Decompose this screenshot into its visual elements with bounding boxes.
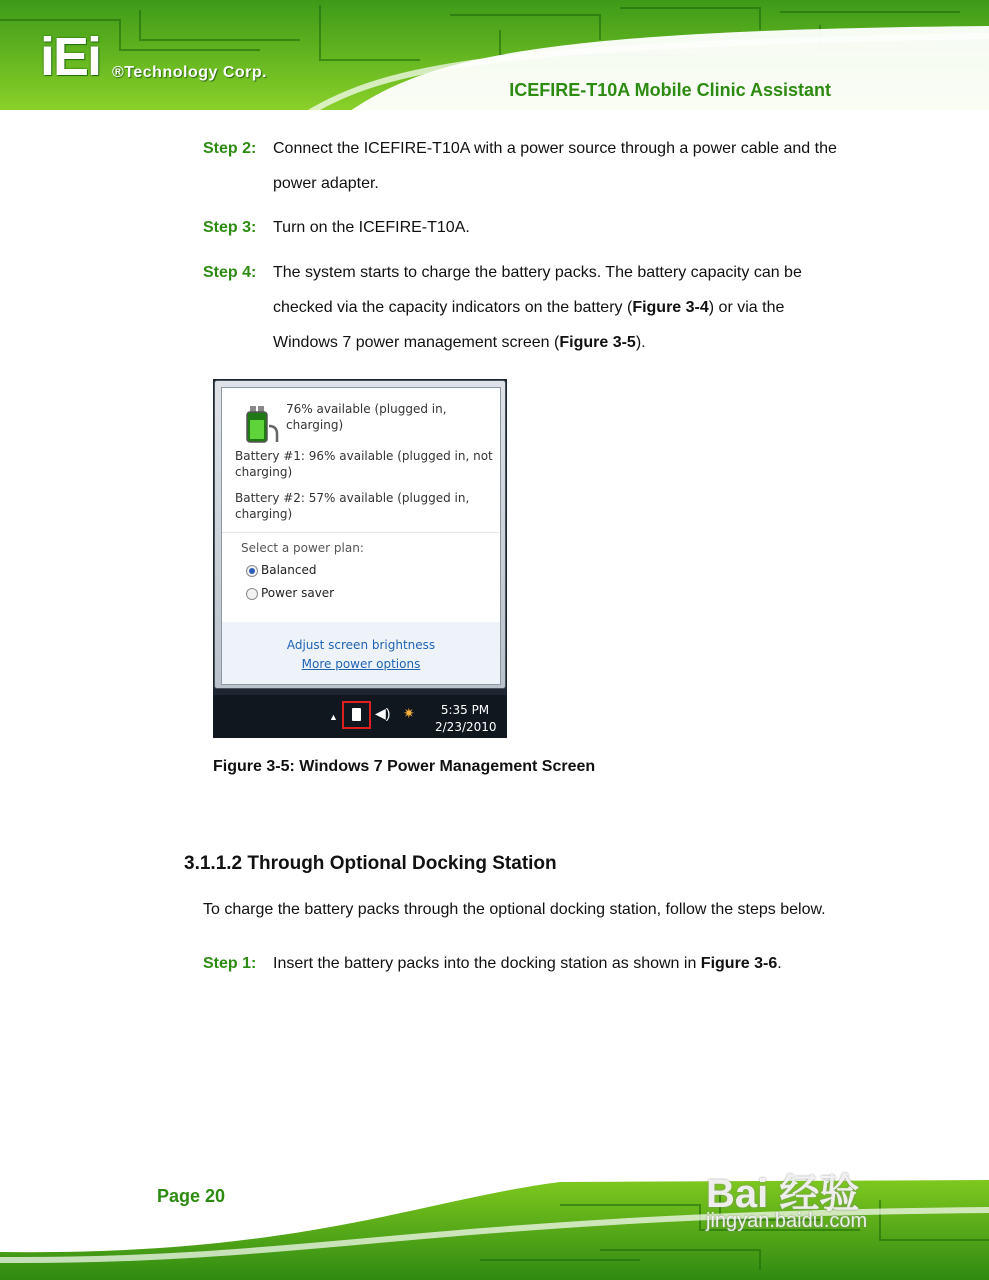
baidu-watermark-url: jingyan.baidu.com [706,1210,868,1232]
step-label: Step 3: [203,219,257,236]
text-line: Battery #1: 96% available (plugged in, not [235,449,493,463]
text-run: ) or via the [708,299,785,316]
step-text [273,210,853,245]
step-2 [203,131,853,201]
step-text-line: Turn on the ICEFIRE-T10A. [273,219,470,236]
circuit-banner-graphic [0,0,989,118]
step-text-line: power adapter. [273,175,379,192]
tray-arrow-icon[interactable]: ▲ [329,712,338,722]
step-text-line: The system starts to charge the battery packs. The battery capacity can be [273,264,802,281]
step-label: Step 2: [203,140,257,157]
battery-2-status [235,490,469,522]
clock-time: 5:35 PM [440,703,490,717]
step-text-line [273,290,853,325]
battery-icon [244,406,280,444]
volume-icon[interactable]: ◀) [375,705,391,721]
figure-reference: Figure 3-4 [632,299,709,316]
divider [222,532,500,533]
body-paragraph: To charge the battery packs through the optional docking station, follow the steps below. [203,901,826,918]
balanced-radio[interactable] [246,565,258,577]
step-text-line: Connect the ICEFIRE-T10A with a power source through a power cable and the [273,140,837,157]
text-line: charging) [235,465,293,479]
power-saver-radio[interactable] [246,588,258,600]
step-label: Step 4: [203,264,257,281]
power-flyout-frame [214,380,506,689]
power-management-screenshot [213,379,507,738]
battery-summary [286,401,447,433]
power-plan-label: Select a power plan: [241,541,364,555]
step-label: Step 1: [203,955,257,972]
flyout-links-area [222,622,500,684]
text-line: Battery #2: 57% available (plugged in, [235,491,470,505]
step-text [273,131,853,201]
step-3 [203,210,853,245]
step-text [273,255,853,360]
power-saver-label[interactable]: Power saver [261,586,335,600]
text-run: Windows 7 power management screen ( [273,334,560,351]
power-flyout-panel [221,387,501,685]
text-run: ). [635,334,646,351]
step-1 [203,946,853,981]
clock-date: 2/23/2010 [435,720,497,734]
text-run: checked via the capacity indicators on the battery ( [273,299,633,316]
more-power-options-link[interactable]: More power options [301,657,421,671]
text-line: charging) [286,418,344,432]
balanced-label[interactable]: Balanced [261,563,317,577]
adjust-brightness-link[interactable]: Adjust screen brightness [286,638,436,652]
section-heading: 3.1.1.2 Through Optional Docking Station [184,853,557,874]
logo-subtitle: ®Technology Corp. [112,64,268,81]
step-text [273,946,853,981]
taskbar-clock[interactable] [435,702,495,736]
logo-mark: iEi [40,27,101,87]
baidu-watermark-logo: Bai 经验 [706,1172,860,1216]
step-4 [203,255,853,360]
step-text-line [273,325,853,360]
page-header [0,0,989,118]
figure-reference: Figure 3-6 [700,955,778,972]
battery-1-status [235,448,493,480]
text-line: charging) [235,507,293,521]
document-title: ICEFIRE-T10A Mobile Clinic Assistant [509,80,831,100]
power-icon[interactable] [342,701,371,729]
figure-reference: Figure 3-5 [559,334,636,351]
text-line: 76% available (plugged in, [286,402,447,416]
figure-caption: Figure 3-5: Windows 7 Power Management Screen [213,758,596,775]
taskbar [213,695,507,738]
step-text-line [273,946,853,981]
network-icon[interactable]: ✷ [403,705,415,721]
page-number: Page 20 [157,1186,226,1206]
text-run: Insert the battery packs into the docking station as shown in [273,955,701,972]
text-run: . [777,955,782,972]
